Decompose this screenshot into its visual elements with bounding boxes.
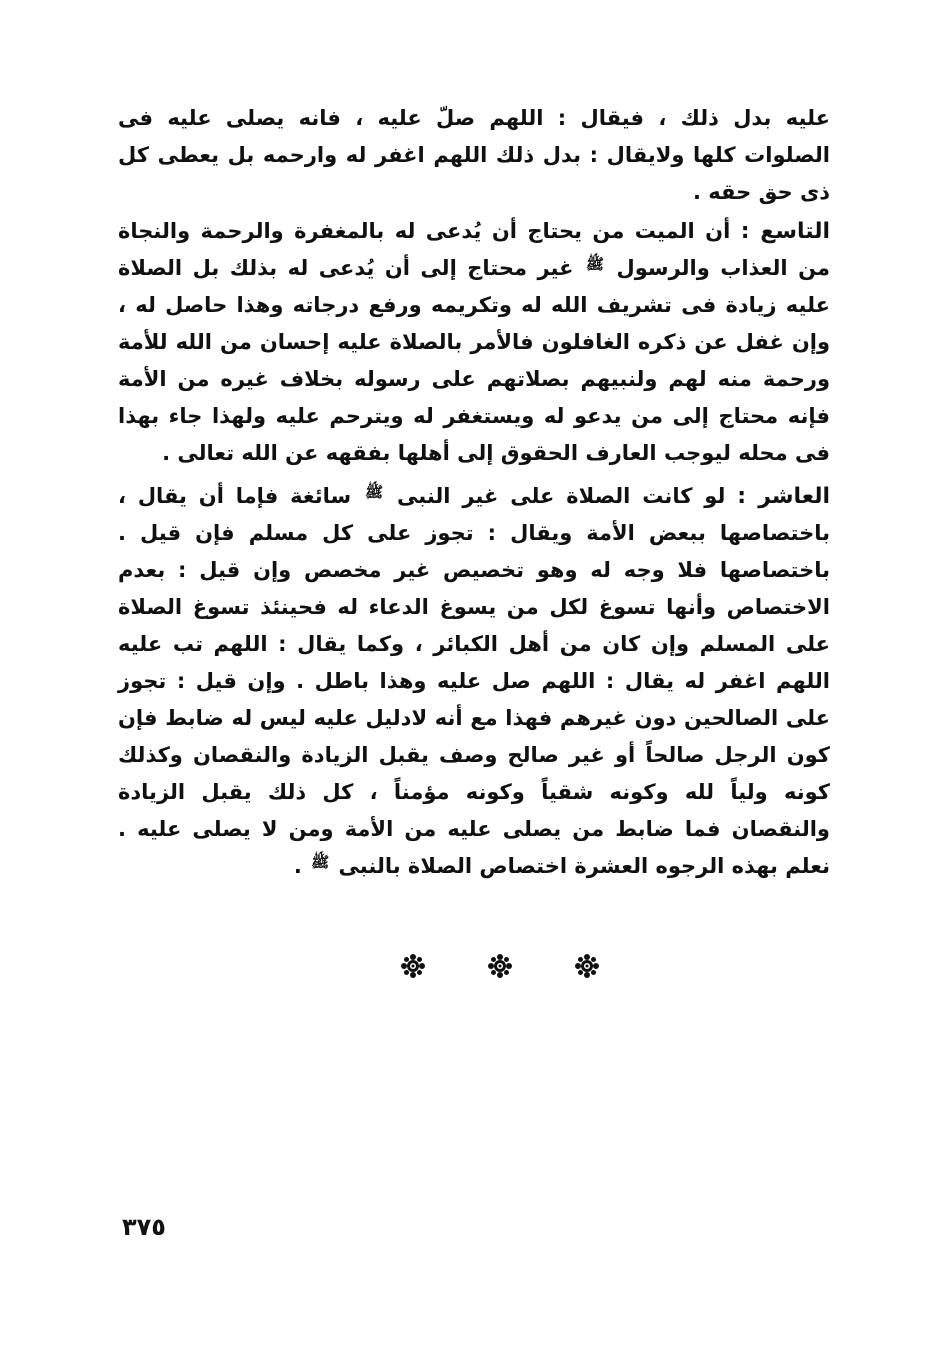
body-text — [118, 100, 830, 885]
salawat-honorific-icon: ﷺ — [585, 255, 605, 273]
page-number: ٣٧٥ — [122, 1213, 166, 1241]
paragraph-tenth — [118, 478, 830, 885]
ornament-icon — [487, 953, 513, 979]
paragraph-ninth — [118, 213, 830, 472]
section-term-ninth: التاسع : — [740, 219, 831, 244]
ornament-icon — [400, 953, 426, 979]
paragraph-text: . — [293, 854, 310, 878]
paragraph-text: أن الميت من يحتاج أن يُدعى له بالمغفرة والرحمة والنجاة من العذاب والرسول — [118, 219, 830, 280]
salawat-honorific-icon: ﷺ — [365, 483, 384, 501]
salawat-honorific-icon: ﷺ — [311, 853, 330, 871]
paragraph-continuation — [118, 100, 830, 211]
paragraph-text: سائغة فإما أن يقال ، باختصاصها ببعض الأمة ويقال : تجوز على كل مسلم فإن قيل . باختصاصها فلا وجه له وهو تخصيص غير مخصص وإن قيل : بعدم الاختصاص وأنها تسوغ لكل من يسوغ الدعاء له فحينئذ تسوغ الصلاة على المسلم وإن كان من أهل الكبائر ، وكما يقال : اللهم تب عليه اللهم اغفر له يقال : اللهم صل عليه وهذا باطل . وإن قيل : تجوز على الصالحين دون غيرهم فهذا مع أنه لادليل عليه ليس له ضابط فإن كون الرجل صالحاً أو غير صالح وصف يقبل الزيادة والنقصان وكذلك كونه ولياً لله وكونه شقياً وكونه مؤمناً ، كل ذلك يقبل الزيادة والنقصان فما ضابط من يصلى عليه من الأمة ومن لا يصلى عليه . نعلم بهذه الرجوه العشرة اختصاص الصلاة بالنبى — [118, 484, 830, 878]
section-divider — [400, 948, 600, 984]
paragraph-text: غير محتاج إلى أن يُدعى له بذلك بل الصلاة عليه زيادة فى تشريف الله له وتكريمه ورفع درجاته وهذا حاصل له ، وإن غفل عن ذكره الغافلون فالأمر بالصلاة عليه إحسان من الله للأمة ورحمة منه لهم ولنبيهم بصلاتهم على رسوله بخلاف غيره من الأمة فإنه محتاج إلى من يدعو له ويستغفر له ويترحم عليه ولهذا جاء بهذا فى محله ليوجب العارف الحقوق إلى أهلها بفقهه عن الله تعالى . — [118, 256, 830, 465]
ornament-icon — [574, 953, 600, 979]
section-term-tenth: العاشر : — [737, 484, 830, 509]
paragraph-text: عليه بدل ذلك ، فيقال : اللهم صلّ عليه ، فانه يصلى عليه فى الصلوات كلها ولايقال : بدل ذلك اللهم اغفر له وارحمه بل يعطى كل ذى حق حقه . — [118, 106, 830, 204]
paragraph-text: لو كانت الصلاة على غير النبى — [385, 484, 738, 508]
